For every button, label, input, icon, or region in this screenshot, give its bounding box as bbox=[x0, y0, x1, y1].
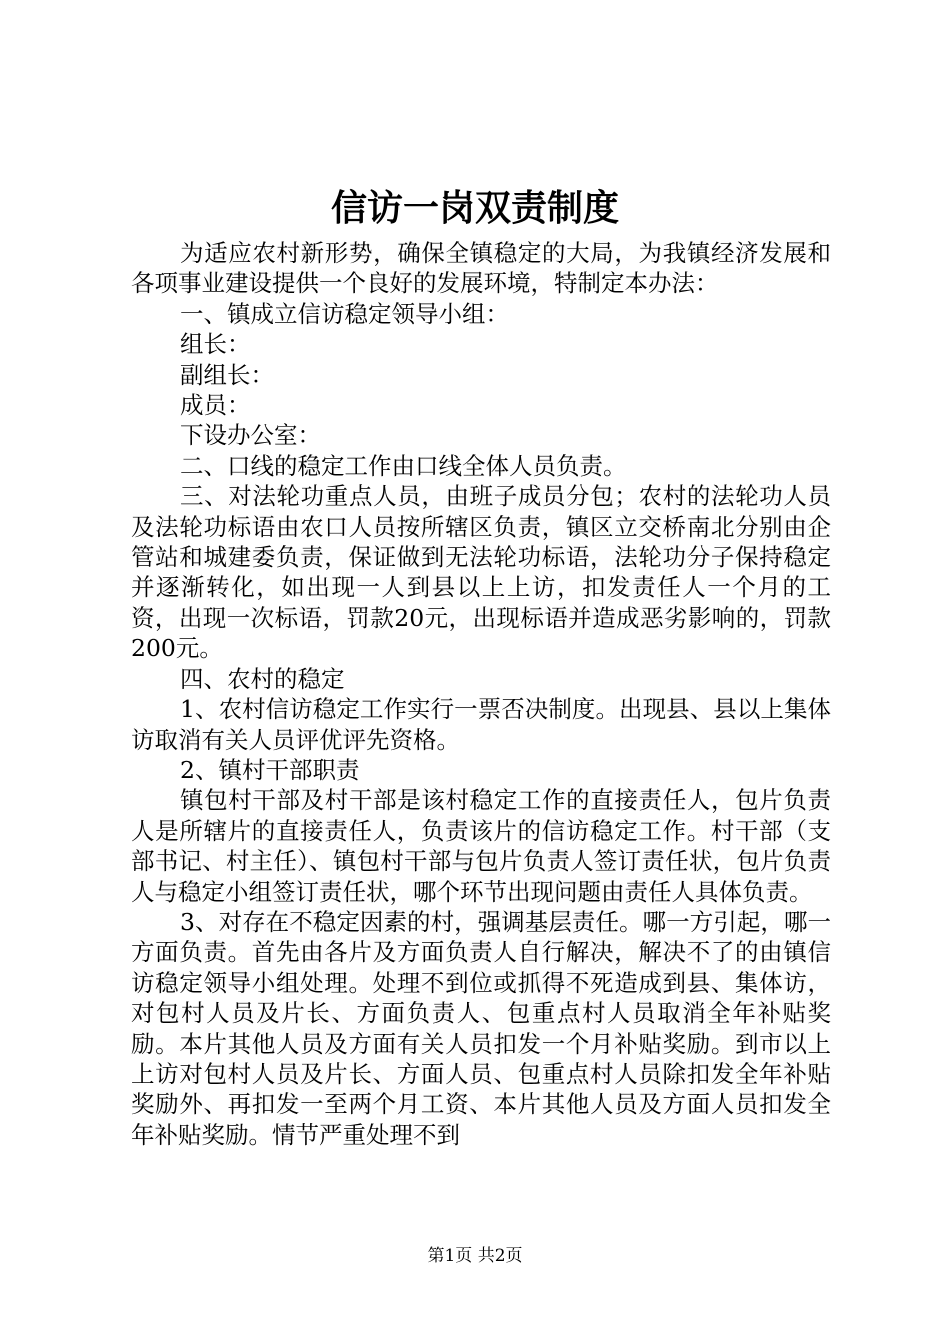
paragraph-item-2: 2、镇村干部职责 bbox=[180, 755, 360, 784]
paragraph-item-2-body: 镇包村干部及村干部是该村稳定工作的直接责任人，包片负责人是所辖片的直接责任人，负责该片的信访稳定工作。村干部（支部书记、村主任）、镇包村干部与包片负责人签订责任状，包片负责人与稳定小组签订责任状，哪个环节出现问题由责任人具体负责。 bbox=[131, 786, 831, 906]
document-body bbox=[131, 238, 831, 1150]
paragraph-leader: 组长： bbox=[180, 330, 251, 359]
paragraph-deputy-leader: 副组长： bbox=[180, 360, 274, 389]
paragraph-section-4: 四、农村的稳定 bbox=[180, 664, 345, 693]
paragraph-intro: 为适应农村新形势，确保全镇稳定的大局，为我镇经济发展和各项事业建设提供一个良好的发展环境，特制定本办法： bbox=[131, 239, 831, 298]
document-title: 信访一岗双责制度 bbox=[330, 187, 619, 229]
paragraph-section-2: 二、口线的稳定工作由口线全体人员负责。 bbox=[180, 451, 627, 480]
paragraph-office: 下设办公室： bbox=[180, 421, 321, 450]
page-number: 第1页 共2页 bbox=[427, 1246, 523, 1266]
paragraph-members: 成员： bbox=[180, 391, 251, 420]
paragraph-section-1: 一、镇成立信访稳定领导小组： bbox=[180, 299, 509, 328]
paragraph-item-3: 3、对存在不稳定因素的村，强调基层责任。哪一方引起，哪一方面负责。首先由各片及方面负责人自行解决，解决不了的由镇信访稳定领导小组处理。处理不到位或抓得不死造成到县、集体访，对包村人员及片长、方面负责人、包重点村人员取消全年补贴奖励。本片其他人员及方面有关人员扣发一个月补贴奖励。到市以上上访对包村人员及片长、方面人员、包重点村人员除扣发全年补贴奖励外、再扣发一至两个月工资、本片其他人员及方面人员扣发全年补贴奖励。情节严重处理不到 bbox=[131, 907, 831, 1149]
paragraph-section-3: 三、对法轮功重点人员，由班子成员分包；农村的法轮功人员及法轮功标语由农口人员按所辖区负责，镇区立交桥南北分别由企管站和城建委负责，保证做到无法轮功标语，法轮功分子保持稳定并逐渐转化，如出现一人到县以上上访，扣发责任人一个月的工资，出现一次标语，罚款20元，出现标语并造成恶劣影响的，罚款200元。 bbox=[131, 482, 831, 663]
paragraph-item-1: 1、农村信访稳定工作实行一票否决制度。出现县、县以上集体访取消有关人员评优评先资格。 bbox=[131, 695, 831, 754]
